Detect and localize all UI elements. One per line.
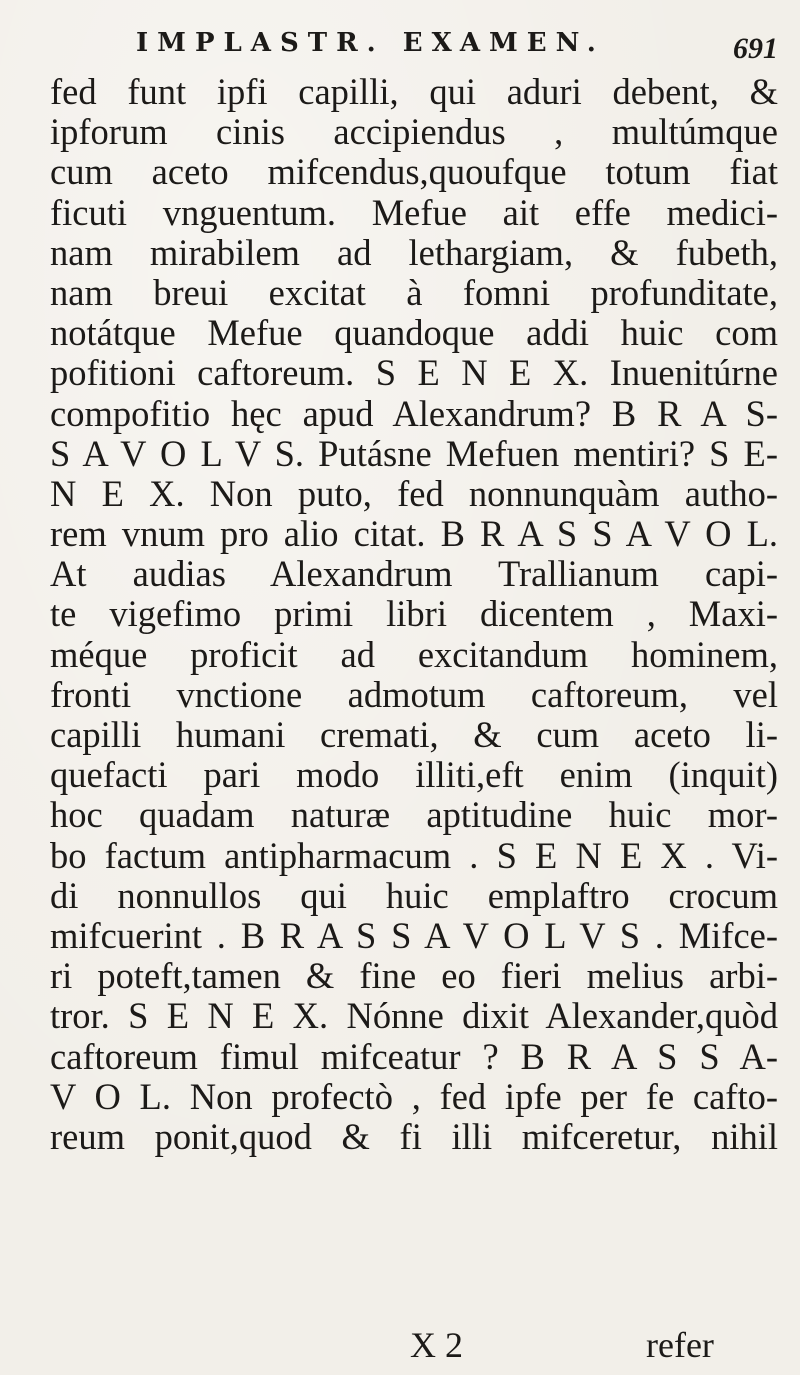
text-line: te vigefimo primi libri dicentem , Maxi- xyxy=(50,593,778,635)
page-footer xyxy=(0,1318,800,1368)
text-line: N E X. Non puto, fed nonnunquàm autho- xyxy=(50,472,778,514)
text-line: compofitio hęc apud Alexandrum? B R A S- xyxy=(50,392,778,434)
text-line: S A V O L V S. Putásne Mefuen mentiri? S E- xyxy=(50,432,778,474)
text-line: nam mirabilem ad lethargiam, & fubeth, xyxy=(50,231,778,273)
text-line: ficuti vnguentum. Mefue ait effe medici- xyxy=(50,191,778,233)
text-line: di nonnullos qui huic emplaftro crocum xyxy=(50,874,778,916)
page-number: 691 xyxy=(733,32,778,65)
text-line: ri poteft,tamen & fine eo fieri melius arbi- xyxy=(50,955,778,997)
text-line: rem vnum pro alio citat. B R A S S A V O L. xyxy=(50,513,778,555)
text-line: V O L. Non profectò , fed ipfe per fe cafto- xyxy=(50,1075,778,1117)
text-line: mifcuerint . B R A S S A V O L V S . Mifce- xyxy=(50,914,778,956)
text-line: méque proficit ad excitandum hominem, xyxy=(50,633,778,675)
text-line: At audias Alexandrum Trallianum capi- xyxy=(50,553,778,595)
text-line: ipforum cinis accipiendus , multúmque xyxy=(50,111,778,153)
text-line: tror. S E N E X. Nónne dixit Alexander,quòd xyxy=(50,995,778,1037)
page-header xyxy=(0,20,800,68)
text-line: hoc quadam naturæ aptitudine huic mor- xyxy=(50,794,778,836)
text-line: fed funt ipfi capilli, qui aduri debent, & xyxy=(50,71,778,112)
text-line: capilli humani cremati, & cum aceto li- xyxy=(50,714,778,755)
text-line: pofitioni caftoreum. S E N E X. Inuenitúrne xyxy=(50,352,778,394)
text-line: cum aceto mifcendus,quoufque totum fiat xyxy=(50,151,778,193)
text-line: nam breui excitat à fomni profunditate, xyxy=(50,271,778,313)
signature-mark: X 2 xyxy=(410,1325,463,1365)
text-line: reum ponit,quod & fi illi mifceretur, nihil xyxy=(50,1115,778,1157)
text-line: fronti vnctione admotum caftoreum, vel xyxy=(50,673,778,715)
text-line: bo factum antipharmacum . S E N E X . Vi- xyxy=(50,834,778,876)
body-text xyxy=(50,72,778,1157)
running-title: IMPLASTR. EXAMEN. xyxy=(136,28,605,58)
text-line: notátque Mefue quandoque addi huic com xyxy=(50,312,778,354)
text-line: quefacti pari modo illiti,eft enim (inquit) xyxy=(50,754,778,796)
text-line: caftoreum fimul mifceatur ? B R A S S A- xyxy=(50,1035,778,1077)
catchword: refer xyxy=(646,1325,714,1365)
